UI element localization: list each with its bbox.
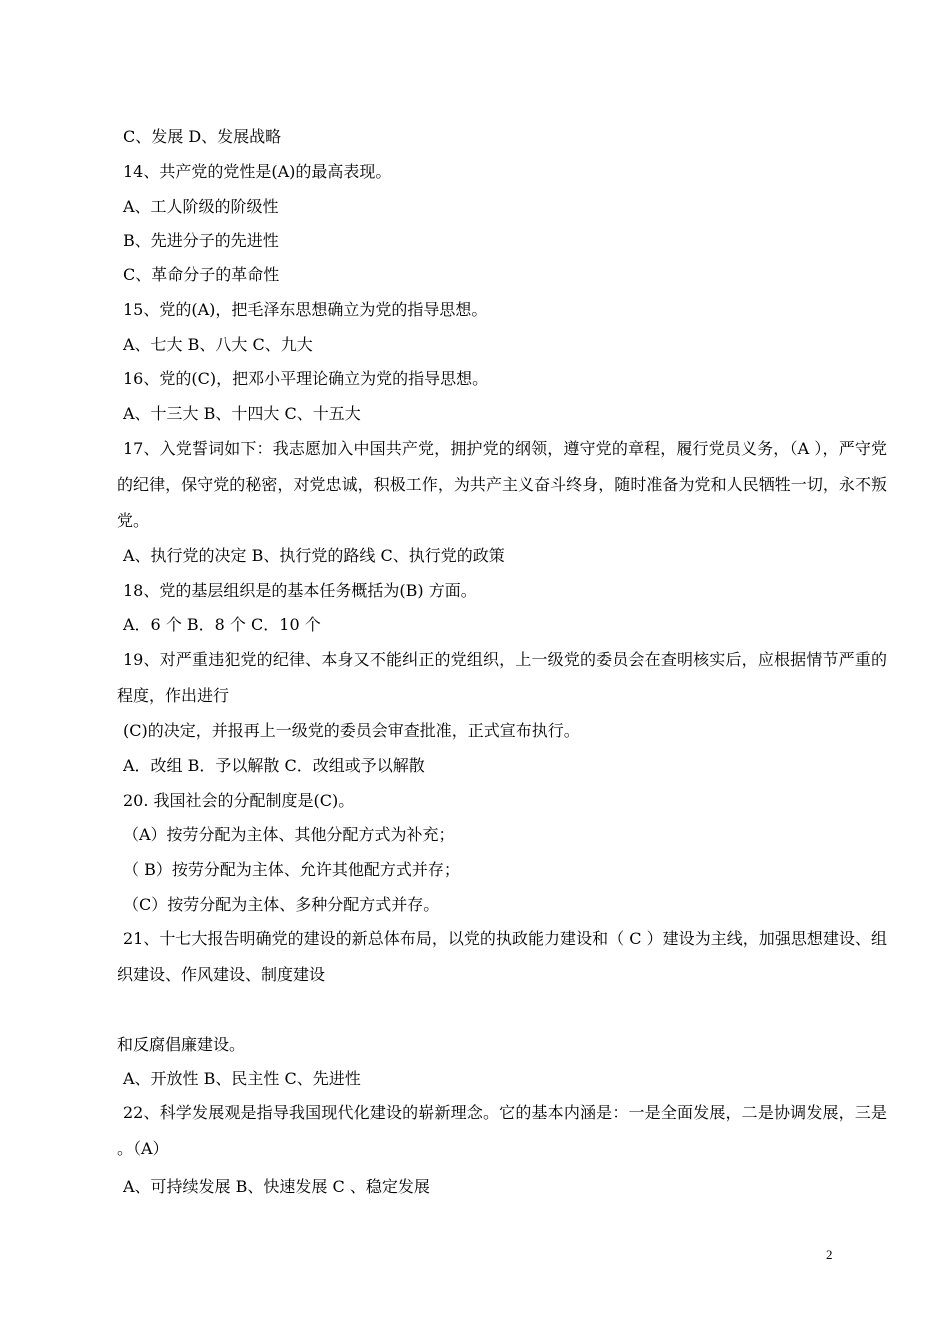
question-17: 17、入党誓词如下：我志愿加入中国共产党，拥护党的纲领，遵守党的章程，履行党员义务，（A ），严守党的纪律，保守党的秘密，对党忠诚，积极工作，为共产主义奋斗终身，随时准备为党和人民牺牲一切，永不叛党。 — [117, 439, 887, 530]
question-19: 19、对严重违犯党的纪律、本身又不能纠正的党组织，上一级党的委员会在查明核实后，应根据情节严重的程度，作出进行 — [117, 650, 887, 705]
text-line: (C)的决定，并报再上一级党的委员会审查批准，正式宣布执行。 — [123, 721, 580, 740]
option-line: C、革命分子的革命性 — [123, 265, 280, 284]
option-line: A、七大 B、八大 C、九大 — [123, 335, 313, 354]
option-line: A、十三大 B、十四大 C、十五大 — [123, 404, 361, 423]
question-15: 15、党的(A)，把毛泽东思想确立为党的指导思想。 — [123, 300, 488, 319]
question-21: 21、十七大报告明确党的建设的新总体布局，以党的执政能力建设和（ C ）建设为主线，加强思想建设、组织建设、作风建设、制度建设 — [117, 929, 887, 984]
option-line: （ B）按劳分配为主体、允许其他配方式并存； — [123, 860, 460, 879]
question-18: 18、党的基层组织是的基本任务概括为(B) 方面。 — [123, 581, 477, 600]
option-line: A、工人阶级的阶级性 — [123, 197, 279, 216]
question-20: 20. 我国社会的分配制度是(C)。 — [123, 791, 355, 810]
question-14: 14、共产党的党性是(A)的最高表现。 — [123, 162, 392, 181]
option-line: A、可持续发展 B、快速发展 C 、稳定发展 — [123, 1177, 430, 1196]
text-line: C、发展 D、发展战略 — [123, 127, 282, 146]
option-line: A．改组 B．予以解散 C．改组或予以解散 — [123, 756, 425, 775]
question-16: 16、党的(C)，把邓小平理论确立为党的指导思想。 — [123, 369, 489, 388]
option-line: A、执行党的决定 B、执行党的路线 C、执行党的政策 — [123, 546, 505, 565]
option-line: A．6 个 B．8 个 C．10 个 — [123, 615, 321, 634]
option-line: （C）按劳分配为主体、多种分配方式并存。 — [123, 895, 440, 914]
text-line: 和反腐倡廉建设。 — [117, 1035, 246, 1054]
option-line: （A）按劳分配为主体、其他分配方式为补充； — [123, 825, 455, 844]
question-22: 22、科学发展观是指导我国现代化建设的崭新理念。它的基本内涵是：一是全面发展，二是协调发展，三是 。（A） — [117, 1103, 887, 1158]
option-line: B、先进分子的先进性 — [123, 231, 279, 250]
page-number: 2 — [826, 1247, 833, 1262]
option-line: A、开放性 B、民主性 C、先进性 — [123, 1069, 361, 1088]
